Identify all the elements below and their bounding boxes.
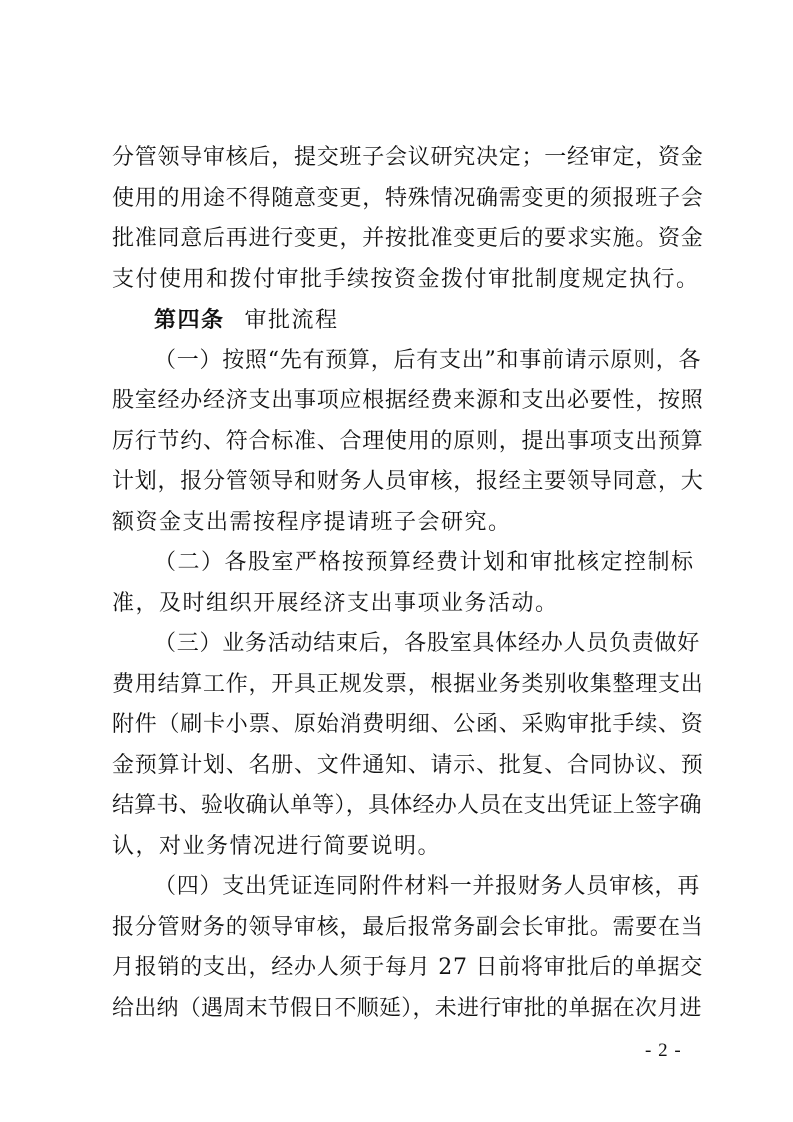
paragraph-line: 附件（刷卡小票、原始消费明细、公函、采购审批手续、资 bbox=[112, 712, 704, 737]
paragraph-line: （四）支出凭证连同附件材料一并报财务人员审核，再 bbox=[154, 874, 701, 899]
paragraph-line: 使用的用途不得随意变更，特殊情况确需变更的须报班子会 bbox=[112, 185, 704, 211]
paragraph-line: 分管领导审核后，提交班子会议研究决定；一经审定，资金 bbox=[112, 145, 704, 170]
article-title: 审批流程 bbox=[244, 308, 339, 333]
paragraph-line: （三）业务活动结束后，各股室具体经办人员负责做好 bbox=[154, 631, 701, 656]
paragraph-line: 报分管财务的领导审核，最后报常务副会长审批。需要在当 bbox=[112, 914, 704, 940]
page-number: - 2 - bbox=[645, 1040, 682, 1061]
paragraph-line: （二）各股室严格按预算经费计划和审批核定控制标 bbox=[154, 550, 695, 575]
paragraph-line: 给出纳（遇周末节假日不顺延），未进行审批的单据在次月进 bbox=[112, 995, 702, 1021]
paragraph-line: 支付使用和拨付审批手续按资金拨付审批制度规定执行。 bbox=[112, 266, 700, 292]
paragraph-line: 金预算计划、名册、文件通知、请示、批复、合同协议、预 bbox=[112, 752, 704, 778]
paragraph-line: 准，及时组织开展经济支出事项业务活动。 bbox=[112, 590, 559, 616]
paragraph-line: 厉行节约、符合标准、合理使用的原则，提出事项支出预算 bbox=[112, 428, 704, 454]
paragraph-line: 批准同意后再进行变更，并按批准变更后的要求实施。资金 bbox=[112, 226, 704, 251]
paragraph-line: 费用结算工作，开具正规发票，根据业务类别收集整理支出 bbox=[112, 671, 704, 697]
paragraph-line: 月报销的支出，经办人须于每月 27 日前将审批后的单据交 bbox=[112, 955, 703, 980]
article-heading-line bbox=[112, 300, 704, 341]
paragraph-line: （一）按照“先有预算，后有支出”和事前请示原则，各 bbox=[154, 347, 702, 373]
document-body bbox=[112, 138, 704, 1029]
paragraph-line: 结算书、验收确认单等），具体经办人员在支出凭证上签字确 bbox=[112, 793, 702, 818]
paragraph-line: 认，对业务情况进行简要说明。 bbox=[112, 833, 442, 859]
paragraph-line: 额资金支出需按程序提请班子会研究。 bbox=[112, 509, 512, 535]
article-number: 第四条 bbox=[154, 307, 225, 333]
paragraph-line: 股室经办经济支出事项应根据经费来源和支出必要性，按照 bbox=[112, 388, 704, 413]
paragraph-line: 计划，报分管领导和财务人员审核，报经主要领导同意，大 bbox=[112, 469, 704, 494]
